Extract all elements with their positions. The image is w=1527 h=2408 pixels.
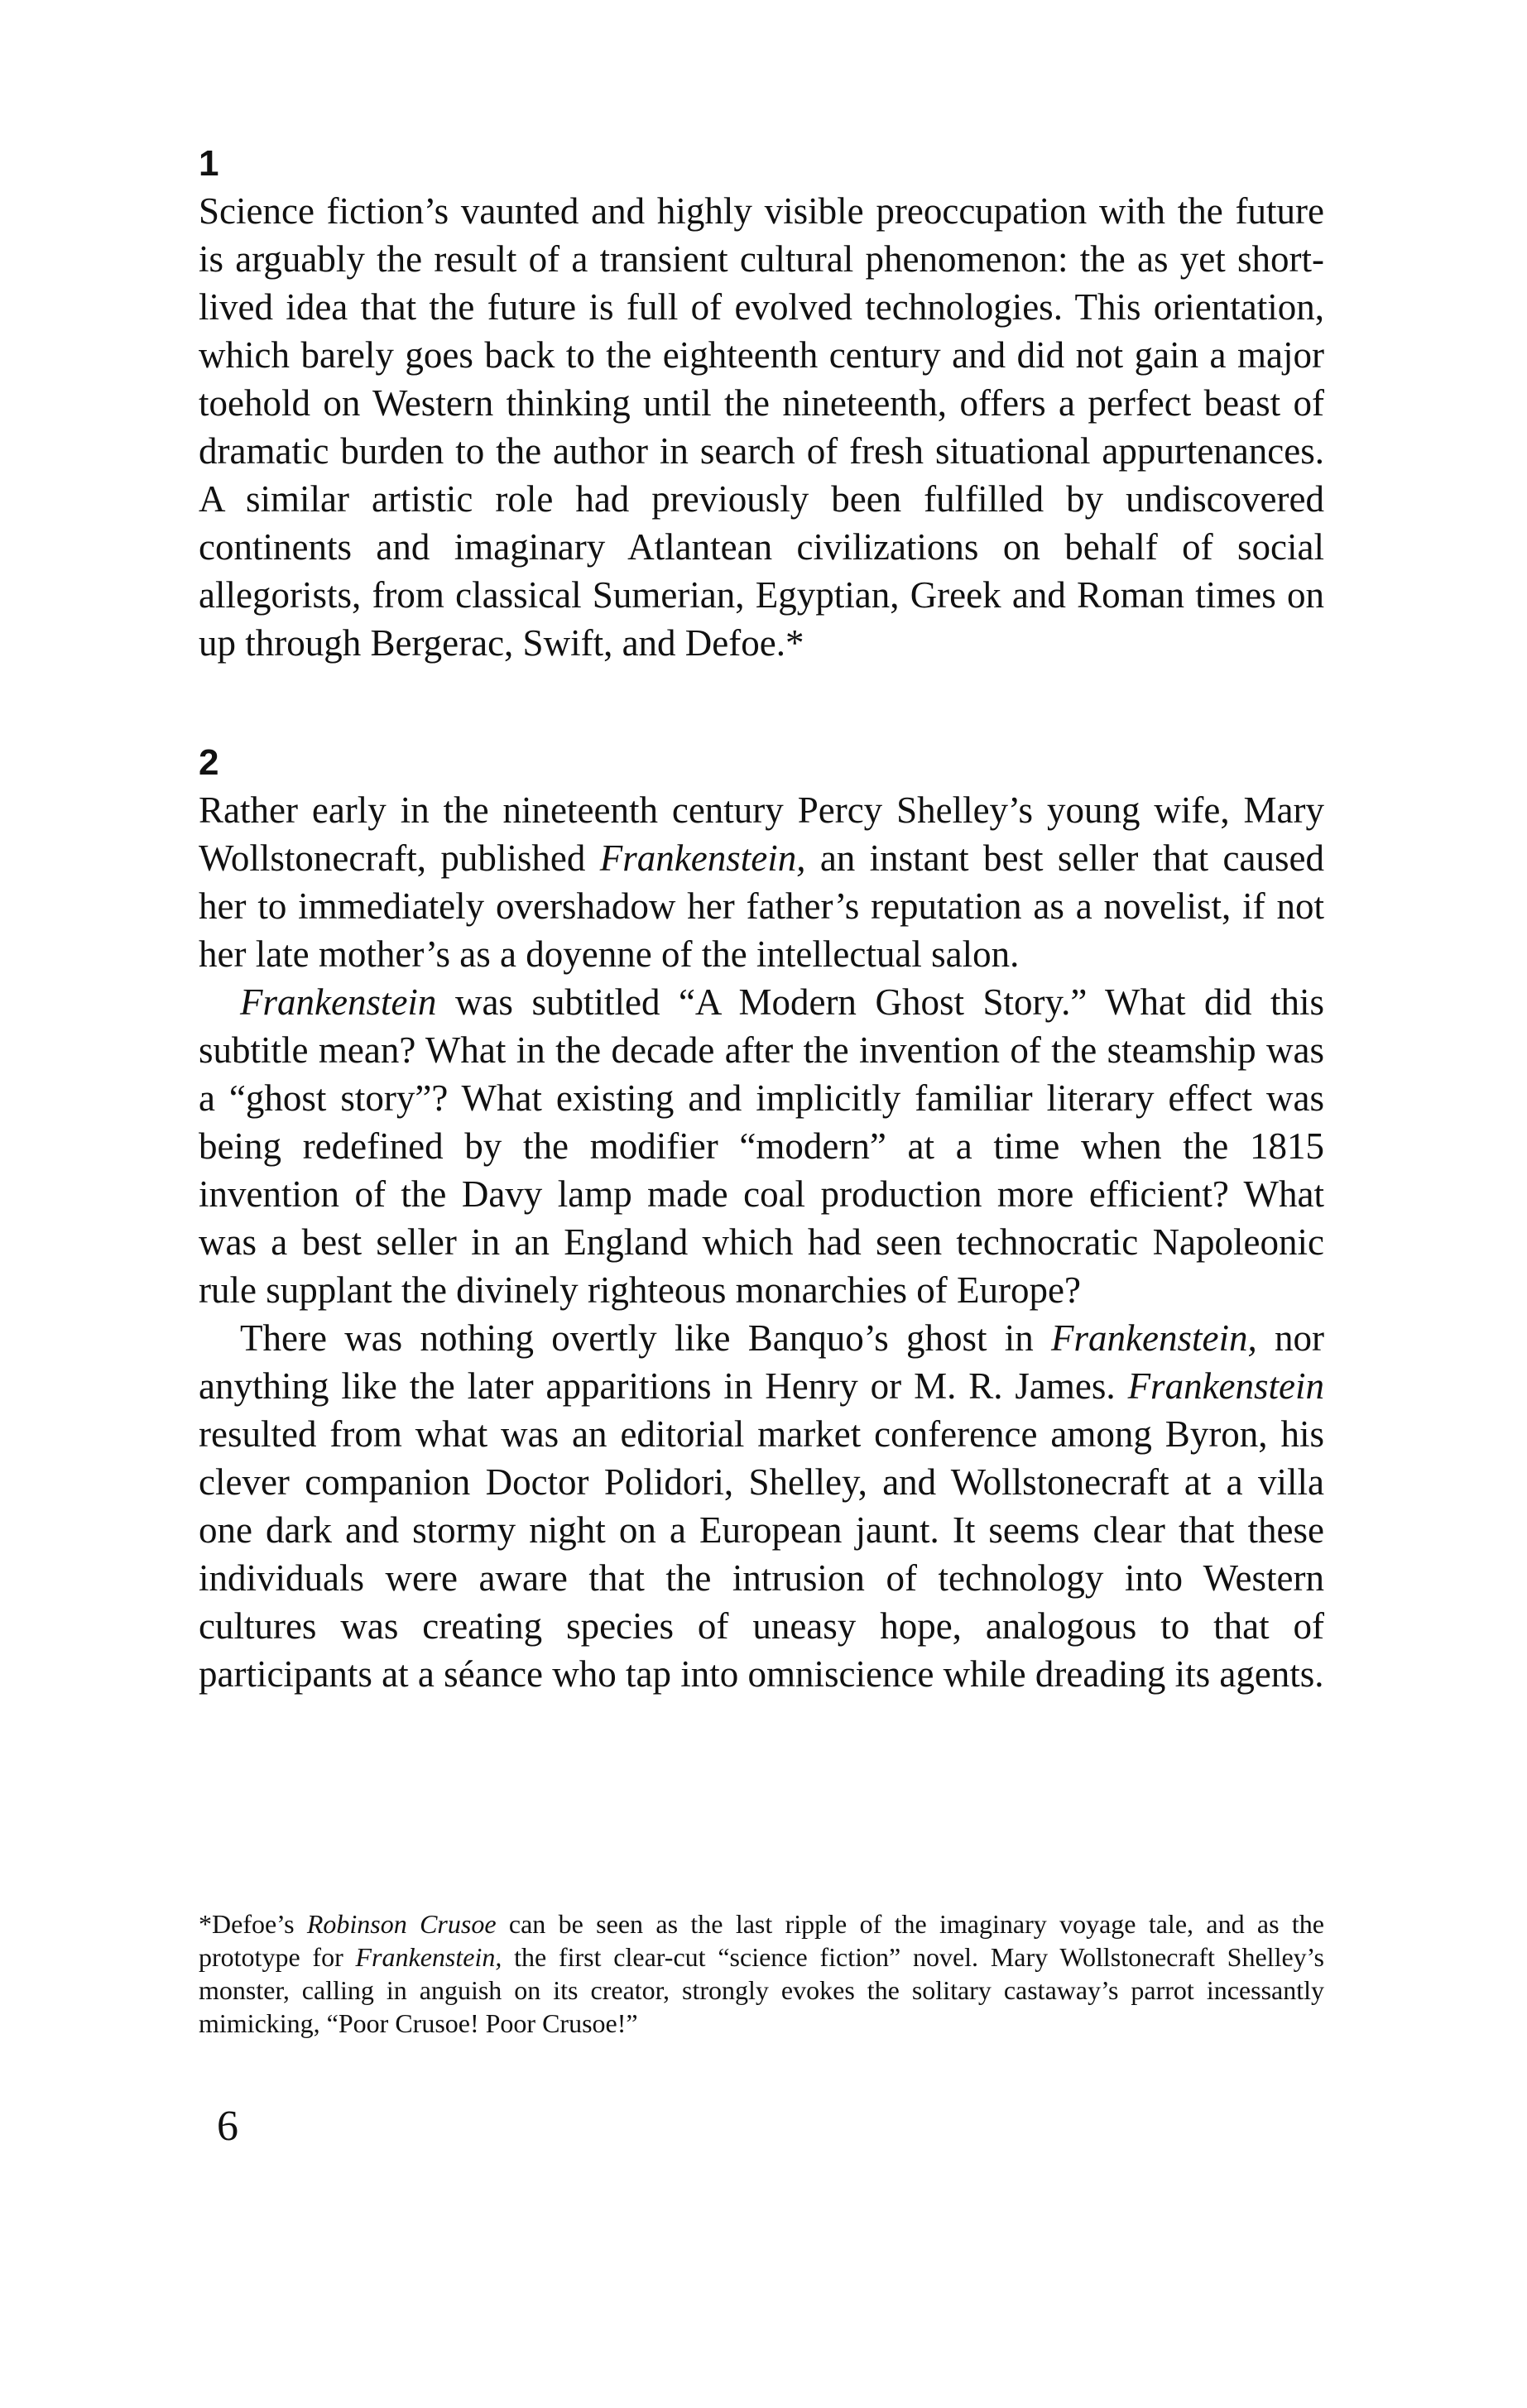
italic-title: Robinson Crusoe — [306, 1909, 497, 1939]
italic-title: Frankenstein — [1127, 1365, 1324, 1407]
text-segment: Science fiction’s vaunted and highly visible preoccupation with the future is arguably the result of a transient cultural phenomenon: the as yet short-lived idea that the future is full of evolved technologies. This orientation, which barely goes back to the eighteenth century and did not gain a major toehold on Western thinking until the nineteenth, offers a perfect beast of dramatic burden to the author in search of fresh situational appurtenances. A similar artistic role had previously been fulfilled by undiscovered continents and imaginary Atlantean civilizations on behalf of social allegorists, from classical Sumerian, Egyptian, Greek and Roman times on up through Bergerac, Swift, and Defoe.* — [199, 190, 1324, 664]
page-number: 6 — [217, 2103, 238, 2150]
paragraph — [199, 1314, 1324, 1698]
text-segment: Rather early in the nineteenth century Percy Shelley’s young wife, Mary Wollstonecraft, published — [199, 789, 1324, 879]
italic-title: Frankenstein, — [1051, 1317, 1257, 1359]
section-number: 1 — [199, 143, 219, 184]
italic-title: Frankenstein, — [355, 1942, 502, 1972]
footnote — [199, 1907, 1324, 2040]
text-segment: There was nothing overtly like Banquo’s ghost in — [240, 1317, 1052, 1359]
page-body — [199, 141, 1324, 1698]
text-segment: nor anything like the later apparitions in Henry or M. R. James. — [199, 1317, 1324, 1407]
paragraph — [199, 187, 1324, 667]
text-segment: an instant best seller that caused her to immediately overshadow her father’s reputation as a novelist, if not her late mother’s as a doyenne of the intellectual salon. — [199, 837, 1324, 975]
text-segment: can be seen as the last ripple of the imaginary voyage tale, and as the prototype for — [199, 1909, 1325, 1972]
text-segment: resulted from what was an editorial market conference among Byron, his clever companion Doctor Polidori, Shelley, and Wollstonecraft at a villa one dark and stormy night on a European jaunt. It seems clear that these individuals were aware that the intrusion of technology into Western cultures was creating species of uneasy hope, analogous to that of participants at a séance who tap into omniscience while dreading its agents. — [199, 1413, 1324, 1695]
paragraph — [199, 786, 1324, 978]
paragraph — [199, 978, 1324, 1314]
text-segment: *Defoe’s — [199, 1909, 307, 1939]
text-segment: was subtitled “A Modern Ghost Story.” What did this subtitle mean? What in the decade after the invention of the steamship was a “ghost story”? What existing and implicitly familiar literary effect was being redefined by the modifier “modern” at a time when the 1815 invention of the Davy lamp made coal production more efficient? What was a best seller in an England which had seen technocratic Napoleonic rule supplant the divinely righteous monarchies of Europe? — [199, 981, 1324, 1311]
italic-title: Frankenstein — [240, 981, 437, 1023]
italic-title: Frankenstein, — [599, 837, 806, 879]
section-number: 2 — [199, 742, 219, 783]
text-segment: the first clear-cut “science fiction” novel. Mary Wollstonecraft Shelley’s monster, calling in anguish on its creator, strongly evokes the solitary castaway’s parrot incessantly mimicking, “Poor Crusoe! Poor Crusoe!” — [199, 1942, 1325, 2038]
